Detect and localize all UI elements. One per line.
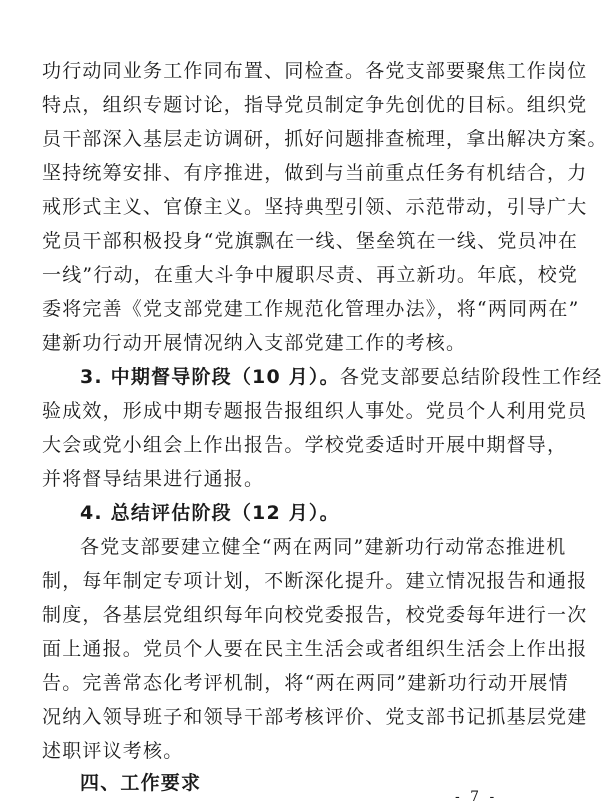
paragraph-line: 述职评议考核。 [42, 740, 184, 762]
paragraph-line: 制度，各基层党组织每年向校党委报告，校党委每年进行一次 [42, 604, 588, 626]
page-number: - 7 - [455, 789, 498, 805]
section-heading: 四、工作要求 [80, 772, 202, 794]
paragraph-line: 功行动同业务工作同布置、同检查。各党支部要聚焦工作岗位 [42, 60, 588, 82]
paragraph-line: 特点，组织专题讨论，指导党员制定争先创优的目标。组织党 [42, 94, 588, 116]
paragraph-line: 建新功行动开展情况纳入支部党建工作的考核。 [42, 332, 467, 354]
paragraph-line: 委将完善《党支部党建工作规范化管理办法》，将“两同两在” [42, 298, 580, 320]
paragraph-line: 戒形式主义、官僚主义。坚持典型引领、示范带动，引导广大 [42, 196, 588, 218]
stage3-first-line-text: 各党支部要总结阶段性工作经 [339, 366, 603, 388]
stage3-title: 3. 中期督导阶段（10 月）。 [80, 366, 340, 388]
paragraph-line: 验成效，形成中期专题报告报组织人事处。党员个人利用党员 [42, 400, 588, 422]
paragraph-line: 制，每年制定专项计划，不断深化提升。建立情况报告和通报 [42, 570, 588, 592]
paragraph-line: 况纳入领导班子和领导干部考核评价、党支部书记抓基层党建 [42, 706, 588, 728]
stage4-title: 4. 总结评估阶段（12 月）。 [80, 502, 340, 524]
stage3-first-line [80, 366, 602, 388]
paragraph-line: 各党支部要建立健全“两在两同”建新功行动常态推进机 [80, 536, 567, 558]
paragraph-line: 坚持统筹安排、有序推进，做到与当前重点任务有机结合，力 [42, 162, 588, 184]
paragraph-line: 并将督导结果进行通报。 [42, 468, 265, 490]
paragraph-line: 一线”行动，在重大斗争中履职尽责、再立新功。年底，校党 [42, 264, 579, 286]
paragraph-line: 面上通报。党员个人要在民主生活会或者组织生活会上作出报 [42, 638, 588, 660]
paragraph-line: 员干部深入基层走访调研，抓好问题排查梳理，拿出解决方案。 [42, 128, 608, 150]
paragraph-line: 告。完善常态化考评机制，将“两在两同”建新功行动开展情 [42, 672, 569, 694]
paragraph-line: 党员干部积极投身“党旗飘在一线、堡垒筑在一线、党员冲在 [42, 230, 579, 252]
paragraph-line: 大会或党小组会上作出报告。学校党委适时开展中期督导， [42, 434, 568, 456]
